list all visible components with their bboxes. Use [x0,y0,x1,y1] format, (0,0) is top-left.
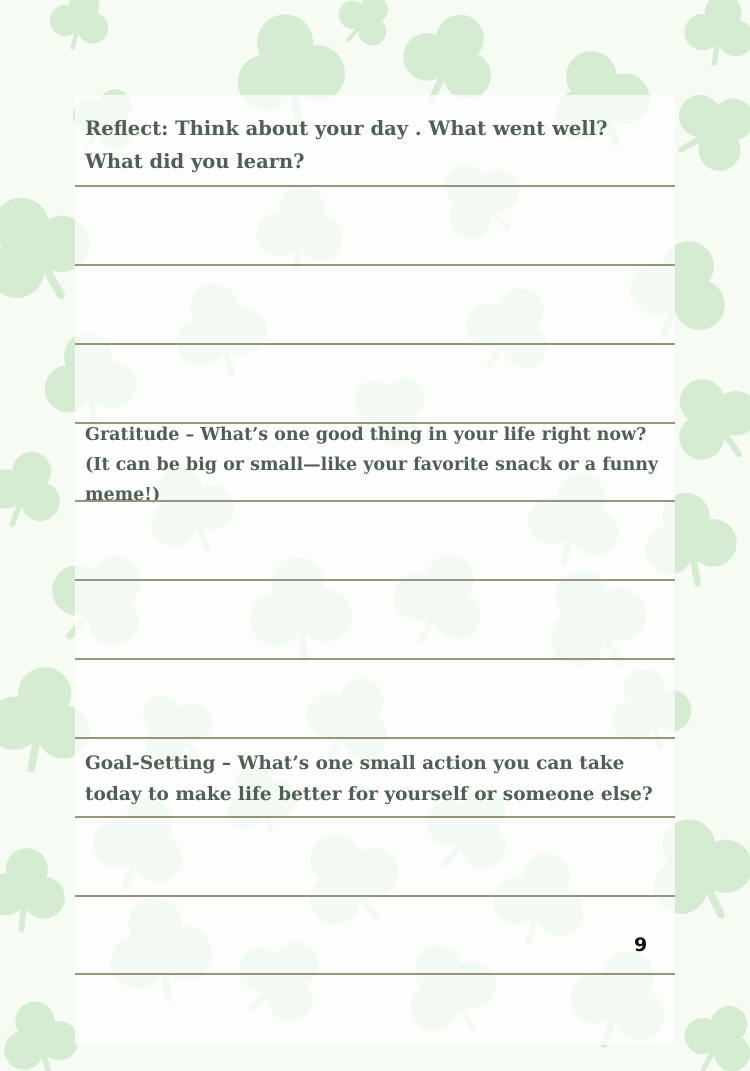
writing-line-11[interactable] [75,973,675,975]
writing-line-8[interactable] [75,737,675,739]
page-number: 9 [634,934,648,956]
writing-line-3[interactable] [75,343,675,345]
journal-panel [75,95,675,1045]
writing-line-1[interactable] [75,185,675,187]
writing-line-2[interactable] [75,264,675,266]
goal-setting-prompt: Goal-Setting – What’s one small action you can take today to make life better for yourself or someone else? [85,753,653,805]
writing-line-5[interactable] [75,500,675,502]
writing-line-9[interactable] [75,816,675,818]
writing-line-7[interactable] [75,658,675,660]
writing-line-6[interactable] [75,579,675,581]
writing-line-10[interactable] [75,895,675,897]
reflect-prompt: Reflect: Think about your day . What went well? What did you learn? [85,117,608,173]
gratitude-prompt: Gratitude – What’s one good thing in your life right now? (It can be big or small—like your favorite snack or a funny meme!) [85,425,659,505]
